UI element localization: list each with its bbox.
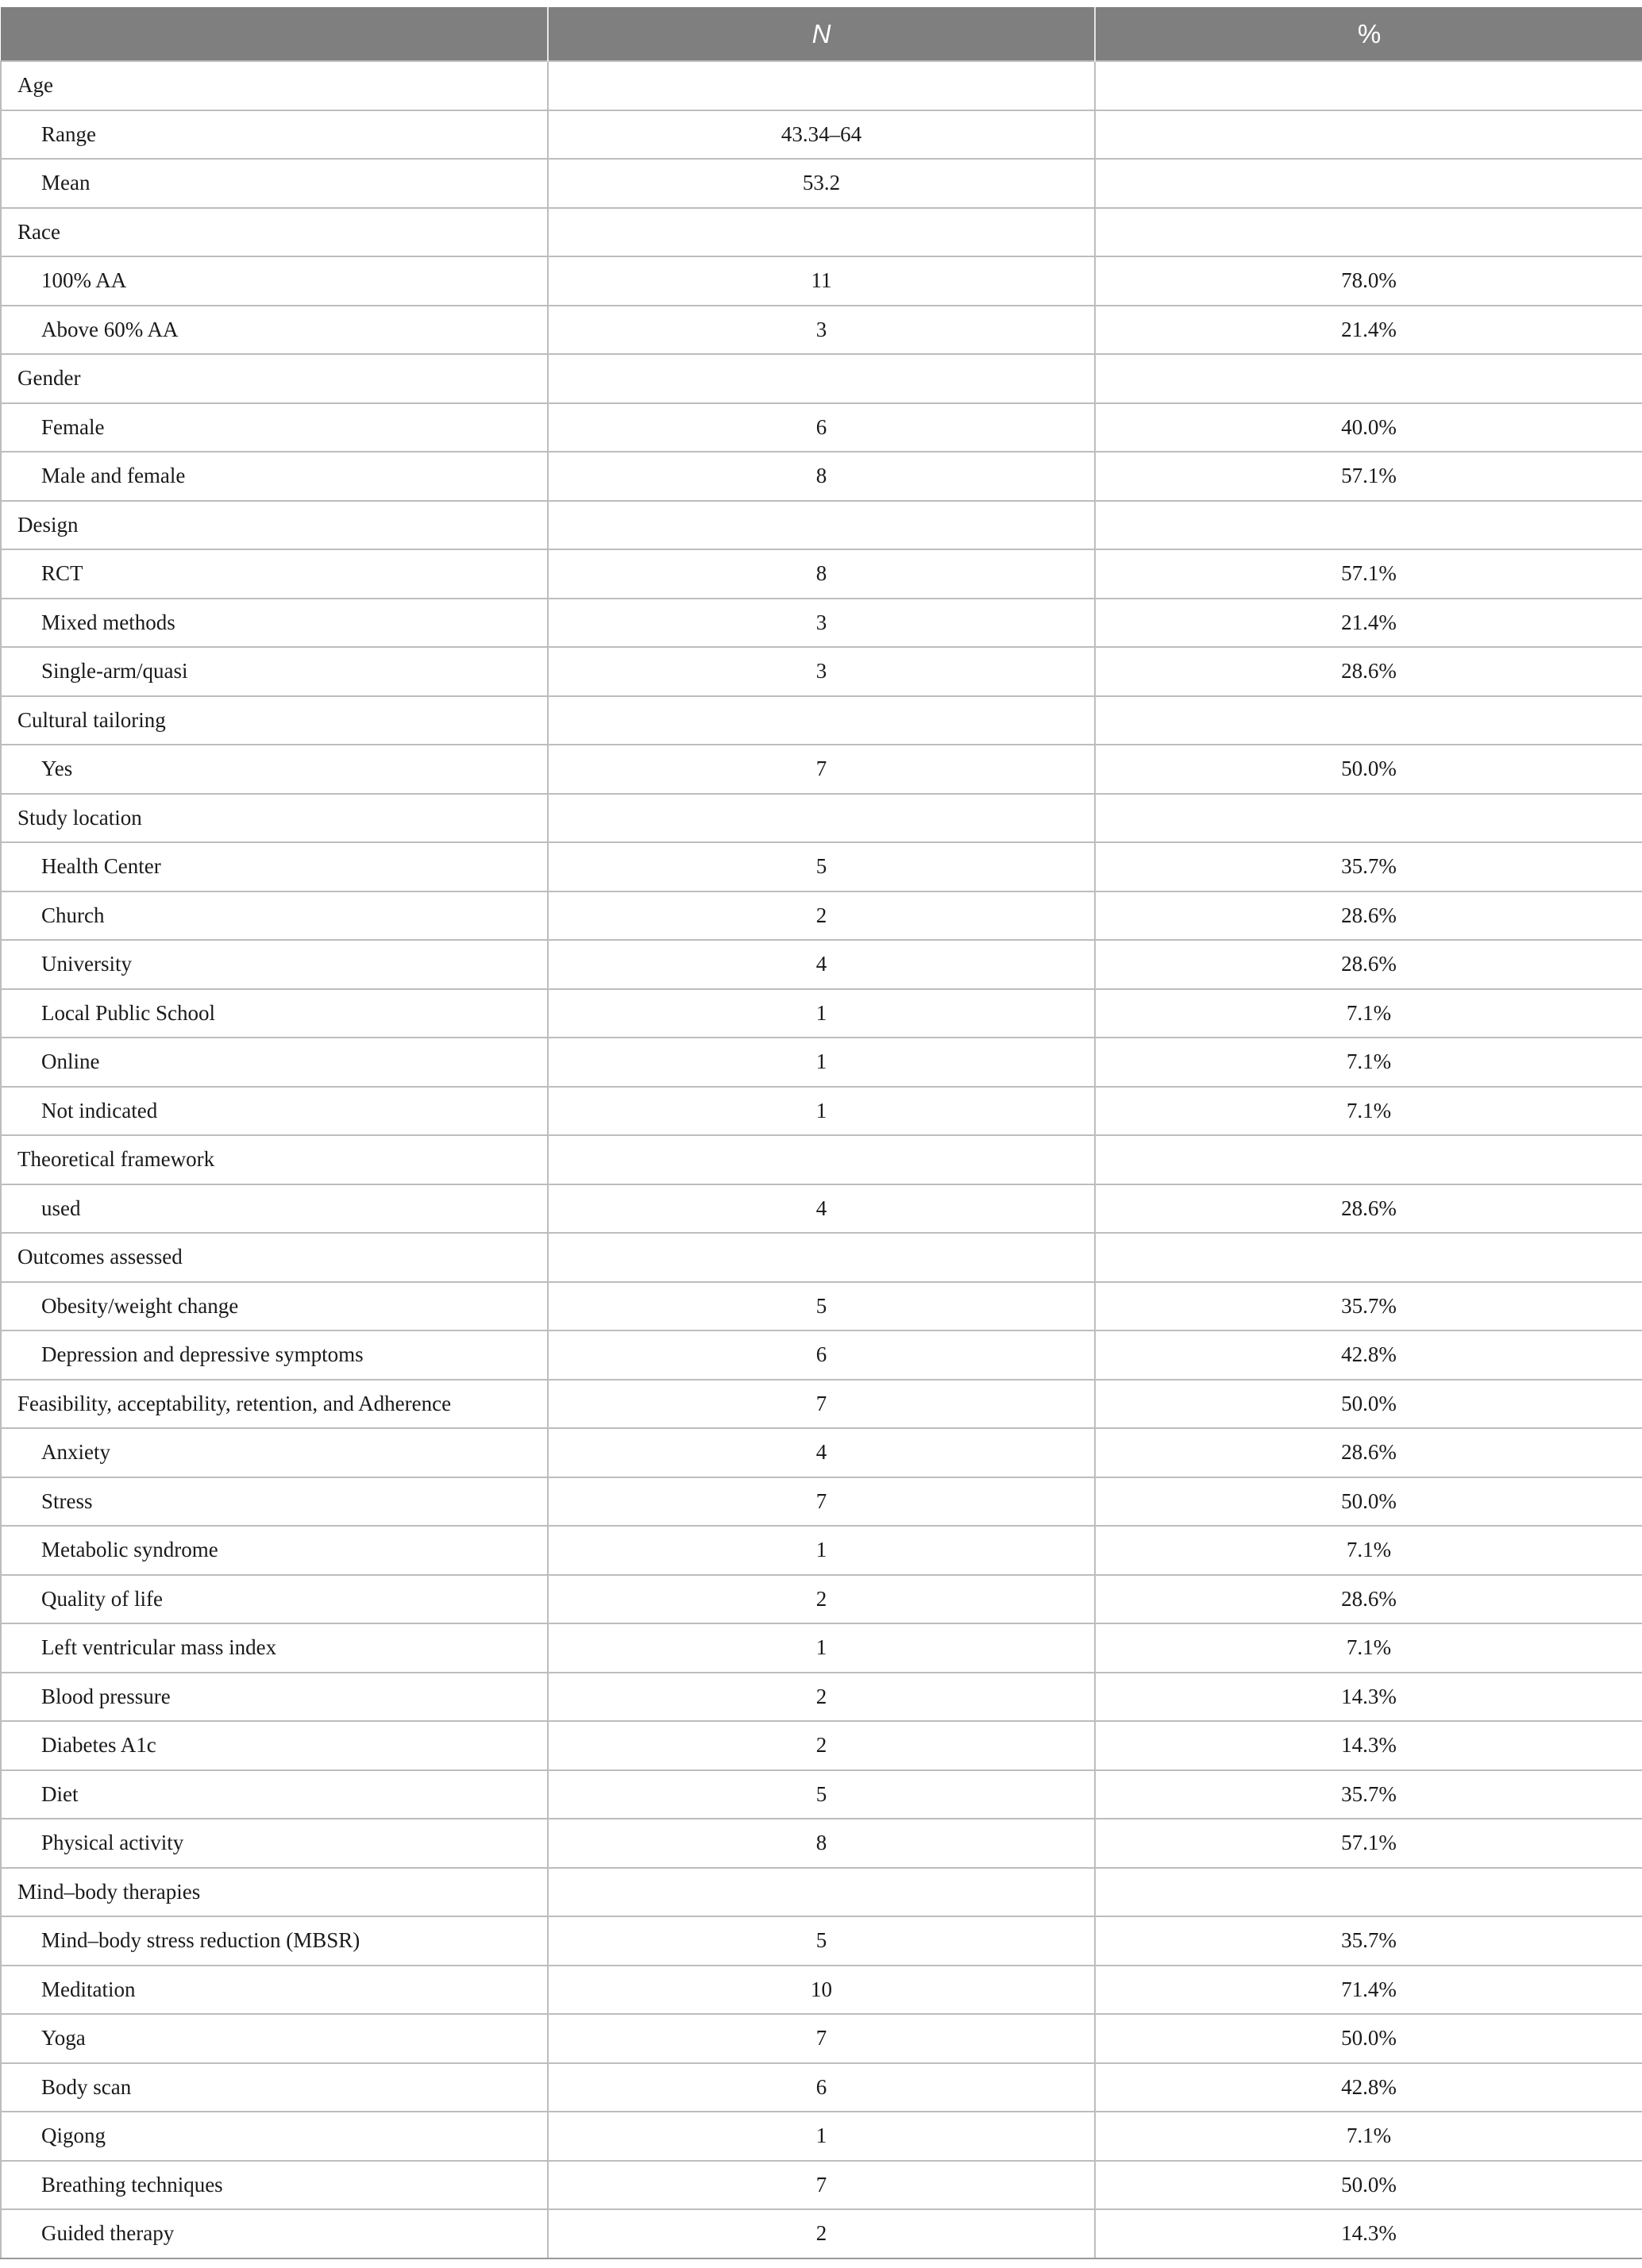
row-label: Guided therapy xyxy=(1,2209,548,2258)
row-label: Church xyxy=(1,891,548,941)
row-n-value: 11 xyxy=(548,256,1095,306)
row-n-value: 1 xyxy=(548,1623,1095,1673)
row-percent-value xyxy=(1095,61,1642,110)
row-percent-value: 28.6% xyxy=(1095,940,1642,989)
table-row xyxy=(1,599,1642,648)
row-n-value: 2 xyxy=(548,1673,1095,1722)
table-row xyxy=(1,2014,1642,2063)
row-percent-value xyxy=(1095,354,1642,403)
row-percent-value: 42.8% xyxy=(1095,2063,1642,2112)
characteristics-table-container xyxy=(0,7,1642,2259)
row-label: Feasibility, acceptability, retention, and Adherence xyxy=(1,1380,548,1429)
table-row xyxy=(1,256,1642,306)
table-row xyxy=(1,1233,1642,1282)
header-percent: % xyxy=(1095,7,1642,61)
row-percent-value: 35.7% xyxy=(1095,1770,1642,1819)
row-n-value xyxy=(548,1233,1095,1282)
row-percent-value: 28.6% xyxy=(1095,1575,1642,1624)
table-row xyxy=(1,1623,1642,1673)
row-label: Theoretical framework xyxy=(1,1135,548,1184)
table-row xyxy=(1,2209,1642,2258)
row-percent-value xyxy=(1095,1135,1642,1184)
row-n-value: 3 xyxy=(548,647,1095,696)
table-row xyxy=(1,1087,1642,1136)
row-n-value: 5 xyxy=(548,1282,1095,1331)
table-row xyxy=(1,501,1642,550)
row-percent-value: 7.1% xyxy=(1095,1623,1642,1673)
row-n-value: 7 xyxy=(548,745,1095,794)
row-label: Quality of life xyxy=(1,1575,548,1624)
header-characteristic xyxy=(1,7,548,61)
table-row xyxy=(1,61,1642,110)
table-body xyxy=(1,61,1642,2258)
row-n-value: 1 xyxy=(548,1526,1095,1575)
row-percent-value: 50.0% xyxy=(1095,2161,1642,2210)
table-row xyxy=(1,159,1642,208)
row-n-value: 2 xyxy=(548,2209,1095,2258)
row-n-value: 5 xyxy=(548,842,1095,891)
table-row xyxy=(1,891,1642,941)
row-label: Health Center xyxy=(1,842,548,891)
row-label: Above 60% AA xyxy=(1,306,548,355)
row-label: Mean xyxy=(1,159,548,208)
row-label: Metabolic syndrome xyxy=(1,1526,548,1575)
row-label: Local Public School xyxy=(1,989,548,1038)
row-label: Design xyxy=(1,501,548,550)
row-percent-value: 35.7% xyxy=(1095,1916,1642,1966)
row-n-value: 7 xyxy=(548,2014,1095,2063)
row-label: RCT xyxy=(1,549,548,599)
table-row xyxy=(1,1184,1642,1234)
row-percent-value: 21.4% xyxy=(1095,599,1642,648)
row-percent-value: 57.1% xyxy=(1095,549,1642,599)
row-label: Physical activity xyxy=(1,1819,548,1868)
row-percent-value: 21.4% xyxy=(1095,306,1642,355)
row-percent-value: 71.4% xyxy=(1095,1966,1642,2015)
row-n-value: 1 xyxy=(548,2112,1095,2161)
table-row xyxy=(1,1135,1642,1184)
header-n: N xyxy=(548,7,1095,61)
row-n-value: 6 xyxy=(548,2063,1095,2112)
row-label: Anxiety xyxy=(1,1428,548,1477)
table-row xyxy=(1,989,1642,1038)
row-percent-value: 50.0% xyxy=(1095,2014,1642,2063)
table-row xyxy=(1,1477,1642,1527)
table-row xyxy=(1,1038,1642,1087)
row-n-value: 8 xyxy=(548,452,1095,501)
row-percent-value: 14.3% xyxy=(1095,2209,1642,2258)
table-row xyxy=(1,1330,1642,1380)
table-row xyxy=(1,1282,1642,1331)
row-percent-value xyxy=(1095,208,1642,257)
table-row xyxy=(1,696,1642,745)
row-n-value xyxy=(548,208,1095,257)
row-label: Stress xyxy=(1,1477,548,1527)
row-percent-value: 78.0% xyxy=(1095,256,1642,306)
row-n-value: 3 xyxy=(548,599,1095,648)
row-n-value: 43.34–64 xyxy=(548,110,1095,160)
row-percent-value: 35.7% xyxy=(1095,1282,1642,1331)
row-percent-value: 35.7% xyxy=(1095,842,1642,891)
row-percent-value: 42.8% xyxy=(1095,1330,1642,1380)
row-n-value: 7 xyxy=(548,1380,1095,1429)
row-label: Obesity/weight change xyxy=(1,1282,548,1331)
row-label: Male and female xyxy=(1,452,548,501)
table-row xyxy=(1,1819,1642,1868)
row-label: Female xyxy=(1,403,548,452)
row-label: Gender xyxy=(1,354,548,403)
row-n-value: 4 xyxy=(548,1184,1095,1234)
row-label: Online xyxy=(1,1038,548,1087)
row-percent-value: 7.1% xyxy=(1095,1526,1642,1575)
row-percent-value: 28.6% xyxy=(1095,891,1642,941)
row-label: Yes xyxy=(1,745,548,794)
characteristics-table xyxy=(0,7,1642,2259)
row-label: Mind–body stress reduction (MBSR) xyxy=(1,1916,548,1966)
row-percent-value xyxy=(1095,1233,1642,1282)
row-n-value: 8 xyxy=(548,549,1095,599)
row-label: University xyxy=(1,940,548,989)
row-label: Race xyxy=(1,208,548,257)
table-row xyxy=(1,794,1642,843)
row-percent-value: 57.1% xyxy=(1095,452,1642,501)
row-percent-value: 28.6% xyxy=(1095,1184,1642,1234)
row-percent-value xyxy=(1095,794,1642,843)
table-row xyxy=(1,842,1642,891)
row-n-value: 5 xyxy=(548,1916,1095,1966)
row-label: used xyxy=(1,1184,548,1234)
table-row xyxy=(1,1380,1642,1429)
table-row xyxy=(1,208,1642,257)
row-label: Blood pressure xyxy=(1,1673,548,1722)
row-percent-value: 50.0% xyxy=(1095,1477,1642,1527)
row-n-value: 3 xyxy=(548,306,1095,355)
table-row xyxy=(1,1428,1642,1477)
row-percent-value: 7.1% xyxy=(1095,2112,1642,2161)
row-n-value xyxy=(548,61,1095,110)
row-percent-value: 50.0% xyxy=(1095,745,1642,794)
row-label: Yoga xyxy=(1,2014,548,2063)
row-label: Diabetes A1c xyxy=(1,1721,548,1770)
row-n-value: 1 xyxy=(548,1038,1095,1087)
row-percent-value: 7.1% xyxy=(1095,989,1642,1038)
row-n-value: 7 xyxy=(548,1477,1095,1527)
row-label: Meditation xyxy=(1,1966,548,2015)
table-row xyxy=(1,647,1642,696)
row-label: Left ventricular mass index xyxy=(1,1623,548,1673)
table-row xyxy=(1,1673,1642,1722)
table-row xyxy=(1,1721,1642,1770)
table-row xyxy=(1,1868,1642,1917)
table-row xyxy=(1,110,1642,160)
row-n-value: 10 xyxy=(548,1966,1095,2015)
row-label: 100% AA xyxy=(1,256,548,306)
row-n-value: 8 xyxy=(548,1819,1095,1868)
row-label: Range xyxy=(1,110,548,160)
row-n-value: 53.2 xyxy=(548,159,1095,208)
row-n-value xyxy=(548,1868,1095,1917)
row-n-value: 7 xyxy=(548,2161,1095,2210)
row-percent-value: 50.0% xyxy=(1095,1380,1642,1429)
row-label: Breathing techniques xyxy=(1,2161,548,2210)
row-label: Diet xyxy=(1,1770,548,1819)
row-n-value: 1 xyxy=(548,1087,1095,1136)
table-row xyxy=(1,452,1642,501)
row-label: Cultural tailoring xyxy=(1,696,548,745)
row-label: Study location xyxy=(1,794,548,843)
row-percent-value xyxy=(1095,696,1642,745)
row-label: Outcomes assessed xyxy=(1,1233,548,1282)
row-n-value: 1 xyxy=(548,989,1095,1038)
row-label: Body scan xyxy=(1,2063,548,2112)
row-n-value: 2 xyxy=(548,891,1095,941)
row-label: Age xyxy=(1,61,548,110)
row-percent-value: 28.6% xyxy=(1095,647,1642,696)
row-percent-value xyxy=(1095,1868,1642,1917)
row-n-value xyxy=(548,354,1095,403)
row-n-value xyxy=(548,696,1095,745)
row-n-value: 4 xyxy=(548,940,1095,989)
table-row xyxy=(1,306,1642,355)
row-label: Single-arm/quasi xyxy=(1,647,548,696)
row-percent-value xyxy=(1095,110,1642,160)
table-row xyxy=(1,549,1642,599)
row-percent-value: 7.1% xyxy=(1095,1087,1642,1136)
table-row xyxy=(1,1526,1642,1575)
row-label: Depression and depressive symptoms xyxy=(1,1330,548,1380)
table-row xyxy=(1,2063,1642,2112)
row-n-value: 6 xyxy=(548,403,1095,452)
table-row xyxy=(1,1770,1642,1819)
table-row xyxy=(1,403,1642,452)
row-label: Not indicated xyxy=(1,1087,548,1136)
table-row xyxy=(1,940,1642,989)
table-row xyxy=(1,1575,1642,1624)
row-label: Mixed methods xyxy=(1,599,548,648)
row-n-value: 2 xyxy=(548,1575,1095,1624)
table-row xyxy=(1,1966,1642,2015)
row-n-value: 5 xyxy=(548,1770,1095,1819)
row-label: Mind–body therapies xyxy=(1,1868,548,1917)
row-percent-value: 7.1% xyxy=(1095,1038,1642,1087)
row-n-value xyxy=(548,1135,1095,1184)
row-percent-value: 40.0% xyxy=(1095,403,1642,452)
row-n-value xyxy=(548,501,1095,550)
table-row xyxy=(1,354,1642,403)
row-percent-value: 28.6% xyxy=(1095,1428,1642,1477)
row-n-value: 2 xyxy=(548,1721,1095,1770)
row-label: Qigong xyxy=(1,2112,548,2161)
row-n-value: 4 xyxy=(548,1428,1095,1477)
table-row xyxy=(1,1916,1642,1966)
row-percent-value: 14.3% xyxy=(1095,1673,1642,1722)
table-row xyxy=(1,745,1642,794)
table-header xyxy=(1,7,1642,61)
row-percent-value xyxy=(1095,159,1642,208)
row-percent-value: 14.3% xyxy=(1095,1721,1642,1770)
header-row xyxy=(1,7,1642,61)
table-row xyxy=(1,2112,1642,2161)
row-n-value xyxy=(548,794,1095,843)
row-percent-value: 57.1% xyxy=(1095,1819,1642,1868)
table-row xyxy=(1,2161,1642,2210)
row-n-value: 6 xyxy=(548,1330,1095,1380)
row-percent-value xyxy=(1095,501,1642,550)
